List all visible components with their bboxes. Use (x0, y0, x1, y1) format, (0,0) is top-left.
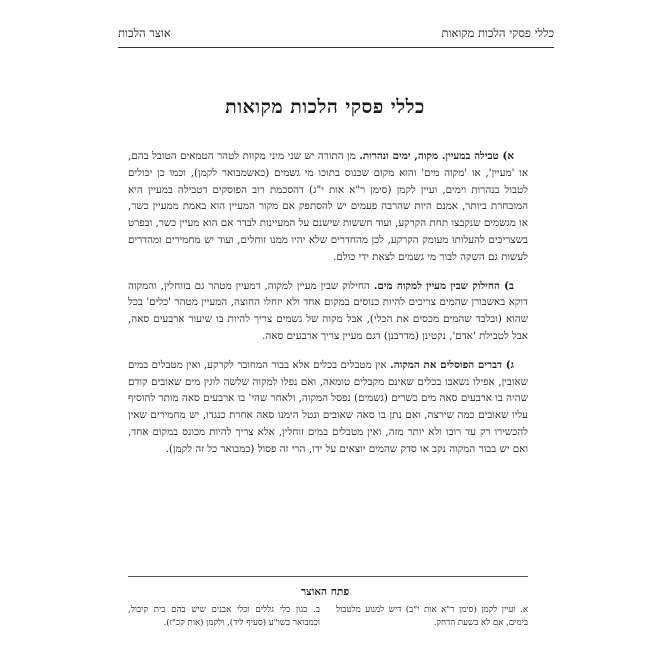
paragraph-text: מן התורה יש שני מיני מקוות לטהר הטמאים הטובל בהם, או 'מעיין', או 'מקוה מים' והוא מקום שכנוס בתוכו מי גשמים (כאשמבואר לקמן), וכמו כן יכולים לטבול בנהרות וימים, ועיין לקמן (סימן ר"א אות י"ג) דהסכמת רוב הפוסקים דטבילה במעיין היא המובחרת ביותר, אמנם היות שהרבה פעמים יש להסתפק אם מקור המעיין הוא באמת ממעיין כשר, או מגשמים שנקבצו תחת הקרקע, ועוד חששות שישנם על המעיינות לבדר אם הוא מעיין כשר, ובפרט בשצריכים להעלותו מעומק הקרקע, לכן מהחדרים שלא יהיו ממנו זוחלים, ועוד יש מחמירים ומהדרים לעשות גם השקה לבור מי גשמים לצאת ידי כולם. (128, 150, 528, 263)
footnotes (128, 604, 528, 630)
paragraph-heading: ג) דברים הפוסלים את המקוה. (390, 358, 514, 371)
footnote-a: א. ועיין לקמן (סימן ר"א אות י"ב) דיש למנוע מלטבול בימים, אם לא בשעת הדחק. (336, 605, 528, 628)
running-header (118, 22, 554, 48)
footnote-b: ב. כגון כלי גללים וכלי אבנים שיש בהם בית קיבול, וכמבואר בשו"ע (סעיף ליד), ולקמן (אות קכ"ז). (128, 605, 320, 628)
paragraph-3 (128, 357, 528, 458)
paragraph-2 (128, 278, 528, 345)
paragraph-heading: ב) החילוק שבין מעיין למקוה מים. (373, 279, 514, 292)
footnote-divider (128, 576, 528, 577)
paragraph-text: אין מטבלים בכלים אלא בבור המחובר לקרקע, ואין מטבלים במים שאובין, אפילו נשאבו בכלים שאינם מקבלים טומאה, ואם נפלו למקוה שלשה לוגין מים שאובים קודם שהיה בו ארבעים סאה מים כשרים (גשמים) נפסל המקוה, ולאחר שהי' בו ארבעים סאה מותר להוסיף עליו שאובים כמה שירצה, ואם נתן בו סאה שאובים ונטל הימנו סאה אחרת כנגדו, יש מחמירים שאין להכשירו רק עד רובו ולא יותר מזה, ואין מטבלים במים זוחלין, אלא צריך להיות מכונס במקום אחד, ואם יש בבור המקוה נקב או סדק שהמים יוצאים על ידו, הרי זה פסול (כמבואר כל זה לקמן). (128, 358, 528, 455)
paragraph-heading: א) טבילה במעיין. מקוה, ימים ונהרות. (359, 150, 514, 162)
footnotes-title: פתח האוצר (300, 586, 350, 598)
running-title: כללי פסקי הלכות מקואות (441, 26, 554, 40)
page-title: כללי פסקי הלכות מקואות (225, 96, 425, 118)
book-name: אוצר הלכות (118, 26, 171, 40)
main-text (128, 148, 528, 470)
paragraph-text: החילוק שבין מעיין למקוה, דמעיין מטהר גם בזוחלין, והמקוה דוקא באשבורן שהמים צריכים להיות כנוסים במקום אחד ולא יזחלו החוצה, המעיין מטהר 'כלים' בכל שהוא (ובלבד שהמים מכסים את הכלי), אבל מקוה של גשמים צריך להיות בו שיעור ארבעים סאה, אבל לטבילת 'אדם', נקטינן (מדרבנן) דגם מעיין צריך ארבעים סאה. (128, 279, 528, 342)
paragraph-1 (128, 148, 528, 266)
